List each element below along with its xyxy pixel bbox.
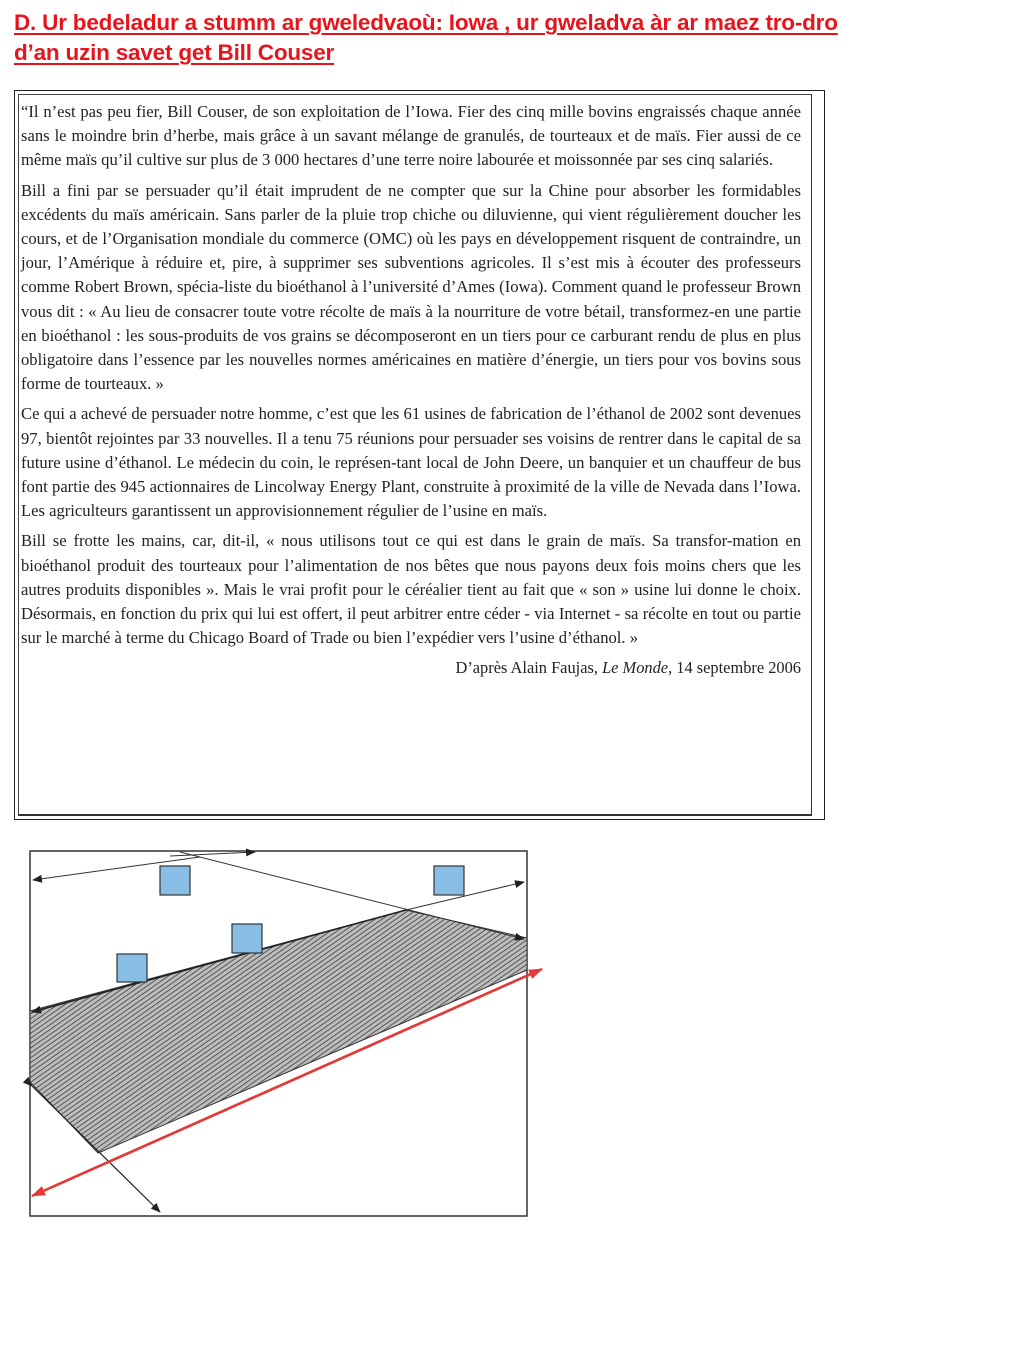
article-paragraph-4: Bill se frotte les mains, car, dit-il, « nous utilisons tout ce qui est dans le grain de maïs. Sa transfor-mation en bioéthanol produit des tourteaux pour l’alimentation de nos bêtes que nous payons deux fois moins chers que les autres produits disponibles ». Mais le vrai profit pour le céréalier tient au fait que « son » usine lui donne le choix. Désormais, en fonction du prix qui lui est offert, il peut arbitrer entre céder - via Internet - sa récolte en tout ou partie sur le marché à terme du Chicago Board of Trade ou bien l’expédier vers l’usine d’éthanol. » bbox=[21, 531, 801, 648]
building-1 bbox=[160, 866, 190, 895]
landscape-diagram bbox=[20, 840, 550, 1230]
article-paragraph-2: Bill a fini par se persuader qu’il était imprudent de ne compter que sur la Chine pour absorber les formidables excédents du maïs américain. Sans parler de la pluie trop chiche ou diluvienne, qui vient régulièrement doucher les cours, et de l’Organisation mondiale du commerce (OMC) où les pays en développement risquent de contraindre, un jour, l’Amérique à réduire et, pire, à supprimer ses subventions agricoles. Il s’est mis à écouter des professeurs comme Robert Brown, spécia-liste du bioéthanol à l’université d’Ames (Iowa). Comment quand le professeur Brown vous dit : « Au lieu de consacrer toute votre récolte de maïs à la nourriture de votre bétail, transformez-en une partie en bioéthanol : les sous-produits de vos grains se décomposeront en un tiers pour ce carburant rendu de plus en plus obligatoire dans l’essence par les nouvelles normes américaines en matière d’énergie, un tiers pour vos bovins sous forme de tourteaux. » bbox=[21, 180, 801, 394]
title-line-1: D. Ur bedeladur a stumm ar gweledvaoù: Iowa , ur gweladva àr ar maez tro-dro bbox=[14, 10, 838, 35]
article-paragraph-3: Ce qui a achevé de persuader notre homme, c’est que les 61 usines de fabrication de l’éthanol de 2002 sont devenues 97, bientôt rejointes par 33 nouvelles. Il a tenu 75 réunions pour persuader ses voisins de rentrer dans le capital de sa future usine d’éthanol. Le médecin du coin, le représen-tant local de John Deere, un banquier et un chauffeur de bus font partie des 945 actionnaires de Lincolway Energy Plant, construite à proximité de la ville de Nevada dans l’Iowa. Les agriculteurs garantissent un approvisionnement régulier de l’usine en maïs. bbox=[21, 404, 801, 521]
article-source bbox=[21, 656, 801, 680]
article-text bbox=[21, 100, 801, 681]
source-prefix: D’après Alain Faujas, bbox=[455, 658, 603, 678]
page-title bbox=[14, 8, 1014, 68]
building-4 bbox=[117, 954, 147, 982]
article-paragraph-1: “Il n’est pas peu fier, Bill Couser, de son exploitation de l’Iowa. Fier des cinq mille bovins engraissés chaque année sans le moindre brin d’herbe, mais grâce à un savant mélange de granulés, de tourteaux et de maïs. Fier aussi de ce même maïs qu’il cultive sur plus de 3 000 hectares d’une terre noire labourée et moissonnée par ses cinq salariés. bbox=[21, 102, 801, 170]
source-suffix: , 14 septembre 2006 bbox=[668, 658, 801, 678]
title-line-2: d’an uzin savet get Bill Couser bbox=[14, 40, 335, 65]
building-2 bbox=[434, 866, 464, 895]
diagram-svg bbox=[20, 840, 550, 1230]
source-publication: Le Monde bbox=[602, 658, 669, 678]
building-3 bbox=[232, 924, 262, 953]
article-box bbox=[14, 90, 825, 820]
